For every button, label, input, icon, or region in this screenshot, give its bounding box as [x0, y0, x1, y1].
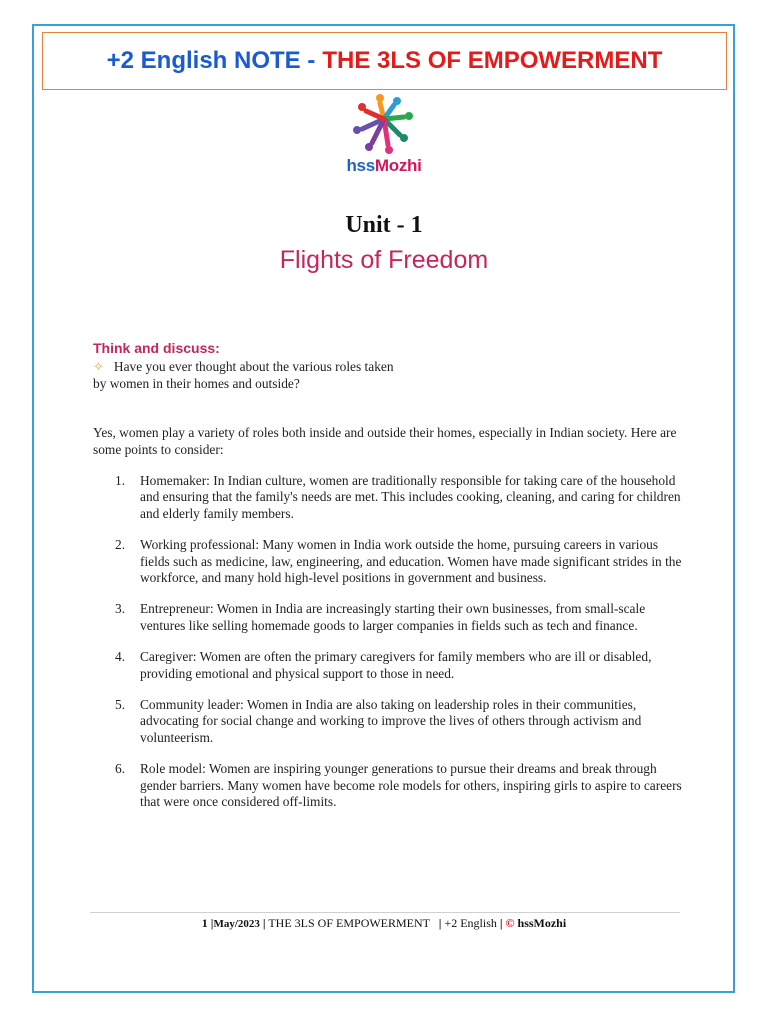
discussion-question — [93, 358, 453, 392]
page-footer: 1 |May/2023 | THE 3LS OF EMPOWERMENT | +2 English | © hssMozhi — [201, 916, 567, 930]
list-item — [93, 649, 683, 682]
footer-divider — [90, 912, 680, 913]
list-item-number: 5. — [115, 697, 126, 713]
copyright-icon: © — [505, 916, 515, 930]
discussion-heading: Think and discuss: — [93, 340, 220, 356]
answer-intro: Yes, women play a variety of roles both inside and outside their homes, especially in Indian society. Here are some points to consider: — [93, 425, 677, 457]
header-title-part2: THE 3LS OF EMPOWERMENT — [322, 47, 663, 74]
list-item-text: Homemaker: In Indian culture, women are traditionally responsible for taking care of the household and ensuring that the family's needs are met. This includes cooking, cleaning, and caring for children and elderly family members. — [140, 473, 681, 521]
logo-text-hss: hss — [346, 156, 375, 175]
roles-list — [93, 473, 683, 811]
list-item-text: Caregiver: Women are often the primary caregivers for family members who are ill or disabled, providing emotional and physical support to those in need. — [140, 649, 652, 681]
list-item-text: Entrepreneur: Women in India are increasingly starting their own businesses, from small-scale ventures like selling homemade goods to larger companies in fields such as tech and finance. — [140, 601, 646, 633]
question-line-1: Have you ever thought about the various roles taken — [113, 359, 394, 374]
diamond-bullet-icon: ✧ — [93, 359, 104, 374]
list-item-text: Community leader: Women in India are also taking on leadership roles in their communities, advocating for social change and working to improve the lives of others through activism and volunteerism. — [140, 697, 642, 745]
footer-course: +2 English — [444, 916, 497, 930]
star-people-logo-icon — [334, 92, 434, 158]
list-item — [93, 537, 683, 586]
unit-label: Unit - 1 — [345, 212, 423, 238]
list-item — [93, 697, 683, 746]
footer-brand: hssMozhi — [517, 916, 567, 930]
footer-date: May/2023 — [213, 918, 260, 930]
question-line-2: by women in their homes and outside? — [93, 376, 300, 391]
logo-text — [334, 156, 434, 176]
footer-title: THE 3LS OF EMPOWERMENT — [268, 916, 430, 930]
list-item — [93, 601, 683, 634]
list-item-text: Working professional: Many women in India work outside the home, pursuing careers in various fields such as medicine, law, engineering, and education. Women have made significant strides in the workforce, and many hold high-level positions in government and business. — [140, 537, 682, 586]
list-item — [93, 473, 683, 522]
list-item-number: 6. — [115, 761, 126, 777]
list-item-number: 2. — [115, 537, 126, 553]
logo-text-mozhi: Mozhi — [374, 156, 422, 175]
list-item — [93, 761, 683, 810]
list-item-text: Role model: Women are inspiring younger generations to pursue their dreams and break through gender barriers. Many women have become role models for others, inspiring girls to aspire to careers that were once considered off-limits. — [140, 761, 682, 810]
header-title-part1: +2 English NOTE - — [106, 47, 316, 74]
footer-page-number: 1 — [201, 916, 208, 930]
list-item-number: 4. — [115, 649, 126, 665]
page-header — [42, 32, 727, 90]
hssmozhi-logo — [334, 92, 434, 184]
chapter-title: Flights of Freedom — [279, 246, 489, 274]
list-item-number: 1. — [115, 473, 126, 488]
list-item-number: 3. — [115, 601, 126, 617]
